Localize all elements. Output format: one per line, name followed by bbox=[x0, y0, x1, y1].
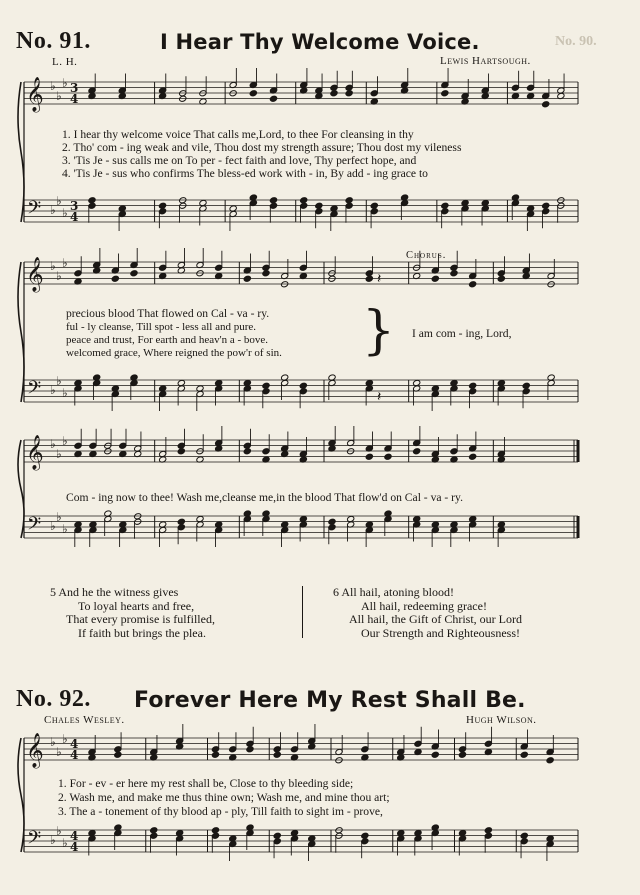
flat-icon: ♭ bbox=[50, 203, 56, 217]
flat-icon: ♭ bbox=[56, 89, 62, 103]
flat-icon: ♭ bbox=[50, 519, 56, 533]
note-head bbox=[249, 90, 257, 97]
flat-icon: ♭ bbox=[62, 836, 68, 850]
verse-brace: } bbox=[362, 301, 396, 361]
hymn-91-lyricist: L. H. bbox=[52, 56, 78, 68]
verse-2-line-2: ful - ly cleanse, Till spot - less all and pure. bbox=[66, 321, 257, 333]
note-head bbox=[441, 90, 449, 97]
system-brace bbox=[18, 440, 24, 538]
note-head bbox=[243, 448, 251, 455]
note-head bbox=[484, 827, 492, 834]
time-signature: 4 bbox=[70, 210, 79, 224]
system-brace bbox=[18, 82, 24, 222]
hymn-91-title: I Hear Thy Welcome Voice. bbox=[160, 30, 480, 54]
hymn-92-verse-1: 1. For - ev - er here my rest shall be, Close to thy bleeding side; bbox=[58, 777, 354, 790]
time-signature: 4 bbox=[70, 737, 79, 751]
note-head bbox=[546, 757, 554, 764]
verse-1-line-2: precious blood That flowed on Cal - va - ry. bbox=[66, 307, 270, 320]
flat-icon: ♭ bbox=[56, 269, 62, 283]
note-head bbox=[315, 202, 323, 209]
bass-clef-icon: 𝄢 bbox=[27, 378, 42, 403]
treble-clef-icon: 𝄞 bbox=[26, 435, 44, 470]
time-signature: 4 bbox=[70, 92, 79, 106]
time-signature: 4 bbox=[70, 748, 79, 762]
note-head bbox=[384, 453, 392, 460]
flat-icon: ♭ bbox=[62, 206, 68, 220]
note-head bbox=[458, 751, 466, 758]
treble-clef-icon: 𝄞 bbox=[26, 257, 44, 292]
bleed-through-text: No. 90. bbox=[555, 34, 597, 49]
flat-icon: ♭ bbox=[62, 386, 68, 400]
flat-icon: ♭ bbox=[56, 194, 62, 208]
note-head bbox=[273, 832, 281, 839]
note-head bbox=[150, 827, 158, 834]
note-head bbox=[211, 827, 219, 834]
treble-clef-icon: 𝄞 bbox=[26, 733, 44, 768]
note-head bbox=[450, 270, 458, 277]
treble-clef-icon: 𝄞 bbox=[26, 77, 44, 112]
note-head bbox=[299, 382, 307, 389]
verse-3-line-1: 3. 'Tis Je - sus calls me on To per - fect faith and love, Thy perfect hope, and bbox=[62, 154, 417, 167]
note-head bbox=[111, 275, 119, 282]
note-head bbox=[300, 197, 308, 204]
note-head bbox=[269, 95, 277, 102]
hymn-91-number: No. 91. bbox=[16, 28, 91, 54]
note-head bbox=[441, 202, 449, 209]
note-head bbox=[269, 197, 277, 204]
rest-icon: 𝄽 bbox=[377, 271, 382, 287]
bass-clef-icon: 𝄢 bbox=[27, 198, 42, 223]
note-head bbox=[542, 101, 550, 108]
flat-icon: ♭ bbox=[50, 735, 56, 749]
verse-1-line-1: 1. I hear thy welcome voice That calls me,Lord, to thee For cleansing in thy bbox=[62, 128, 414, 141]
note-head bbox=[262, 382, 270, 389]
system-brace bbox=[18, 262, 24, 402]
hymn-92-verse-2: 2. Wash me, and make me thus thine own; Wash me, and mine thou art; bbox=[58, 791, 390, 804]
note-head bbox=[273, 751, 281, 758]
flat-icon: ♭ bbox=[62, 434, 68, 448]
stanza-5: 5 And he the witness gives To loyal hearts and free, That every promise is fulfilled, If faith but brings the plea. bbox=[50, 585, 215, 640]
time-signature: 4 bbox=[70, 840, 79, 854]
flat-icon: ♭ bbox=[62, 522, 68, 536]
time-signature: 4 bbox=[70, 829, 79, 843]
verse-4-line-2: welcomed grace, Where reigned the pow'r of sin. bbox=[66, 347, 282, 359]
note-head bbox=[130, 270, 138, 277]
flat-icon: ♭ bbox=[56, 745, 62, 759]
flat-icon: ♭ bbox=[56, 447, 62, 461]
note-head bbox=[469, 281, 477, 288]
note-head bbox=[522, 382, 530, 389]
note-head bbox=[431, 751, 439, 758]
note-head bbox=[542, 202, 550, 209]
hymn-92-verse-3: 3. The a - tonement of thy blood ap - ply, Till faith to sight im - prove, bbox=[58, 805, 383, 818]
flat-icon: ♭ bbox=[50, 833, 56, 847]
note-head bbox=[246, 746, 254, 753]
note-head bbox=[88, 197, 96, 204]
chorus-label: Chorus. bbox=[406, 250, 447, 261]
note-head bbox=[114, 751, 122, 758]
verse-3-line-2: peace and trust, For earth and heav'n a - bove. bbox=[66, 334, 269, 346]
rest-icon: 𝄽 bbox=[377, 389, 382, 405]
hymn-92-title: Forever Here My Rest Shall Be. bbox=[134, 688, 526, 713]
system-brace bbox=[18, 738, 24, 852]
flat-icon: ♭ bbox=[62, 76, 68, 90]
bass-clef-icon: 𝄢 bbox=[27, 828, 42, 853]
stanza-divider bbox=[302, 586, 303, 638]
flat-icon: ♭ bbox=[50, 259, 56, 273]
flat-icon: ♭ bbox=[50, 437, 56, 451]
flat-icon: ♭ bbox=[56, 510, 62, 524]
time-signature: 3 bbox=[70, 199, 79, 213]
flat-icon: ♭ bbox=[56, 374, 62, 388]
time-signature: 3 bbox=[70, 81, 79, 95]
chorus-start-lyric: I am com - ing, Lord, bbox=[412, 327, 512, 340]
note-head bbox=[345, 197, 353, 204]
flat-icon: ♭ bbox=[50, 383, 56, 397]
note-head bbox=[520, 832, 528, 839]
verse-4-line-1: 4. 'Tis Je - sus who confirms The bless-ed work with - in, By add - ing grace to bbox=[62, 167, 428, 180]
note-head bbox=[345, 90, 353, 97]
note-head bbox=[365, 453, 373, 460]
note-head bbox=[469, 382, 477, 389]
note-head bbox=[243, 275, 251, 282]
note-head bbox=[365, 275, 373, 282]
flat-icon: ♭ bbox=[56, 824, 62, 838]
note-head bbox=[431, 275, 439, 282]
stanza-6: 6 All hail, atoning blood! All hail, redeeming grace! All hail, the Gift of Christ, our Lord Our Strength and Righteousness! bbox=[333, 585, 522, 640]
bass-clef-icon: 𝄢 bbox=[27, 514, 42, 539]
note-head bbox=[328, 518, 336, 525]
note-head bbox=[413, 448, 421, 455]
note-head bbox=[361, 832, 369, 839]
note-head bbox=[370, 202, 378, 209]
flat-icon: ♭ bbox=[62, 256, 68, 270]
hymn-92-composer: Hugh Wilson. bbox=[466, 714, 537, 726]
note-head bbox=[520, 751, 528, 758]
flat-icon: ♭ bbox=[62, 732, 68, 746]
chorus-lyric: Com - ing now to thee! Wash me,cleanse me,in the blood That flow'd on Cal - va - ry. bbox=[66, 491, 463, 504]
flat-icon: ♭ bbox=[50, 79, 56, 93]
hymn-92-number: No. 92. bbox=[16, 686, 91, 712]
note-head bbox=[262, 270, 270, 277]
hymn-91-composer: Lewis Hartsough. bbox=[440, 55, 531, 67]
note-head bbox=[177, 518, 185, 525]
note-head bbox=[177, 448, 185, 455]
hymn-92-lyricist: Chales Wesley. bbox=[44, 714, 125, 726]
note-head bbox=[469, 453, 477, 460]
note-head bbox=[497, 275, 505, 282]
note-head bbox=[159, 202, 167, 209]
note-head bbox=[211, 751, 219, 758]
verse-2-line-1: 2. Tho' com - ing weak and vile, Thou dost my strength assure; Thou dost my vileness bbox=[62, 141, 462, 154]
note-head bbox=[330, 90, 338, 97]
